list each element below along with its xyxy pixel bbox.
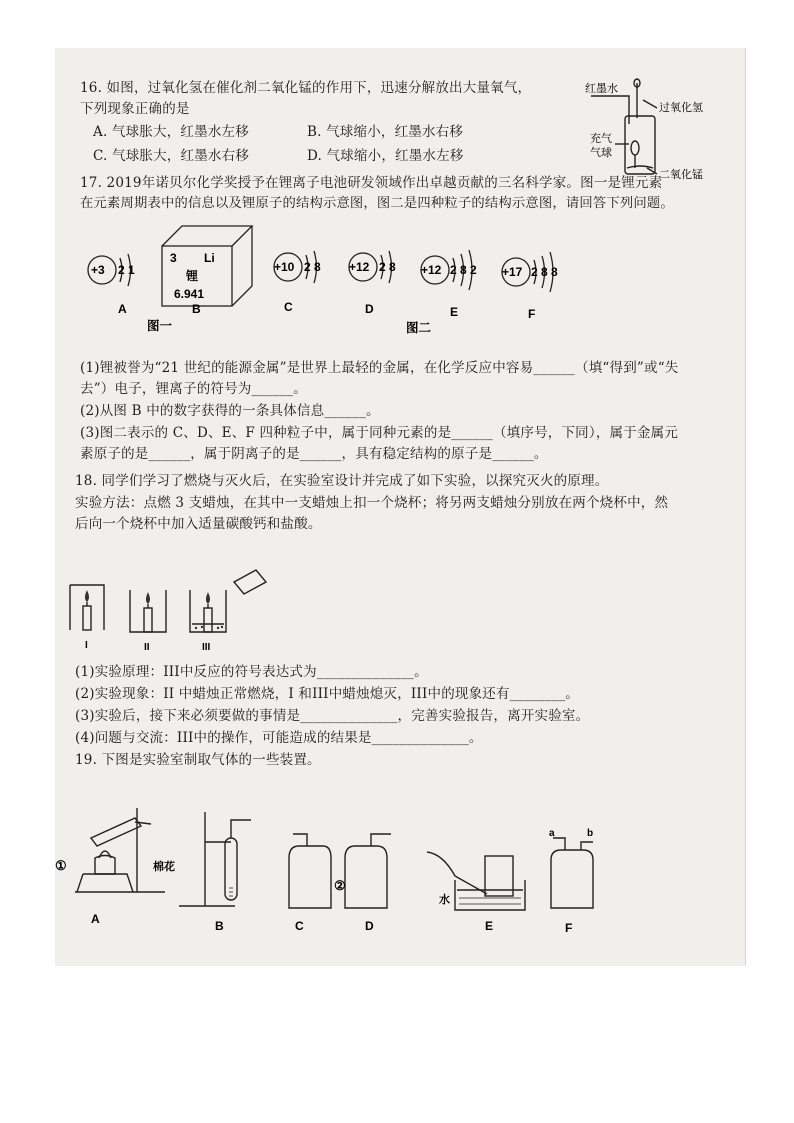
q16-option-b: B. 气球缩小，红墨水右移: [307, 124, 464, 140]
atom-f-nucleus: +17: [502, 265, 523, 279]
q19-label-b: B: [215, 919, 224, 933]
candle-label-ii: II: [144, 642, 150, 653]
atom-e-nucleus: +12: [421, 263, 442, 277]
q19-port-b: b: [587, 828, 594, 839]
q18-sub3: (3)实验后，接下来必须要做的事情是______________，完善实验报告，离开实验室。: [75, 708, 590, 724]
atom-f-label: F: [528, 307, 536, 321]
atom-d-label: D: [365, 302, 374, 316]
q16-label-balloon-2: 气球: [590, 147, 612, 159]
q19-apparatus-figure: [55, 798, 615, 943]
atom-f-shells: 2 8 8: [531, 265, 558, 279]
q16-option-c: C. 气球胀大，红墨水右移: [93, 148, 250, 164]
atom-a-label: A: [118, 302, 127, 316]
q18-sub4: (4)问题与交流：III中的操作，可能造成的结果是______________。: [75, 730, 483, 746]
candle-label-i: I: [85, 640, 88, 651]
element-b-number: 3: [170, 251, 177, 265]
q19-label-c: C: [295, 919, 304, 933]
q19-num-1: ①: [55, 858, 67, 873]
q19-label-d: D: [365, 919, 374, 933]
q19-label-water: 水: [439, 894, 450, 906]
q16-stem-line2: 下列现象正确的是: [80, 101, 190, 117]
atom-a-nucleus: +3: [91, 263, 105, 277]
atom-e-shells: 2 8 2: [450, 263, 477, 277]
q17-sub1-line1: (1)锂被誉为“21 世纪的能源金属”是世界上最轻的金属，在化学反应中容易______（填“得到”或“失: [80, 360, 679, 376]
q18-sub1: (1)实验原理：III中反应的符号表达式为______________。: [75, 664, 428, 680]
q19-stem: 19. 下图是实验室制取气体的一些装置。: [75, 752, 321, 768]
q16-label-mno2: 二氧化锰: [659, 169, 703, 181]
atom-c-shells: 2 8: [304, 260, 321, 274]
q17-sub3-line2: 素原子的是______，属于阴离子的是______，具有稳定结构的原子是______。: [80, 446, 548, 462]
q16-option-d: D. 气球缩小，红墨水左移: [307, 148, 464, 164]
q17-sub3-line1: (3)图二表示的 C、D、E、F 四种粒子中，属于同种元素的是______（填序号，下同），属于金属元: [80, 425, 679, 441]
q19-num-2: ②: [334, 878, 346, 893]
q18-method-line1: 实验方法：点燃 3 支蜡烛，在其中一支蜡烛上扣一个烧杯；将另两支蜡烛分别放在两个烧杯中，然: [75, 495, 669, 511]
atom-a-shells: 2 1: [118, 263, 135, 277]
fig2-caption: 图二: [406, 321, 432, 335]
q16-stem-line1: 16. 如图，过氧化氢在催化剂二氧化锰的作用下，迅速分解放出大量氧气，: [80, 80, 532, 96]
candle-label-iii: III: [202, 642, 211, 653]
q16-label-h2o2: 过氧化氢: [659, 102, 703, 114]
q19-label-a: A: [91, 912, 100, 926]
q17-stem-line2: 在元素周期表中的信息以及锂原子的结构示意图，图二是四种粒子的结构示意图，请回答下列问题。: [80, 196, 674, 211]
q19-label-e: E: [485, 919, 494, 933]
q17-sub2: (2)从图 B 中的数字获得的一条具体信息______。: [80, 403, 380, 419]
q18-sub2: (2)实验现象：II 中蜡烛正常燃烧，I 和III中蜡烛熄灭，III中的现象还有________。: [75, 686, 579, 702]
q19-port-a: a: [549, 828, 555, 839]
atom-d-shells: 2 8: [379, 260, 396, 274]
q16-option-a: A. 气球胀大，红墨水左移: [93, 124, 249, 140]
atom-c-label: C: [284, 300, 293, 314]
q18-method-line2: 后向一个烧杯中加入适量碳酸钙和盐酸。: [75, 516, 322, 532]
element-b-symbol: Li: [204, 251, 215, 265]
element-b-label: B: [192, 302, 201, 316]
q19-label-cotton: 棉花: [153, 861, 175, 873]
atom-e-label: E: [450, 305, 459, 319]
q18-stem: 18. 同学们学习了燃烧与灭火后，在实验室设计并完成了如下实验，以探究灭火的原理。: [75, 473, 609, 489]
element-b-name: 锂: [186, 269, 199, 283]
q16-label-red-ink: 红墨水: [585, 83, 618, 95]
atom-c-nucleus: +10: [274, 260, 295, 274]
fig1-caption: 图一: [147, 319, 173, 333]
q19-label-f: F: [565, 921, 573, 935]
q17-sub1-line2: 去”）电子，锂离子的符号为______。: [80, 381, 307, 397]
q17-stem-line1: 17. 2019年诺贝尔化学奖授予在锂离子电池研发领域作出卓越贡献的三名科学家。图一是锂元素: [80, 175, 663, 191]
element-b-mass: 6.941: [174, 287, 205, 301]
q16-label-balloon-1: 充气: [590, 133, 612, 145]
q18-candle-figure: [60, 560, 290, 655]
atom-d-nucleus: +12: [349, 260, 370, 274]
q16-apparatus-figure: [585, 78, 715, 188]
q17-structure-figures: [80, 218, 558, 335]
